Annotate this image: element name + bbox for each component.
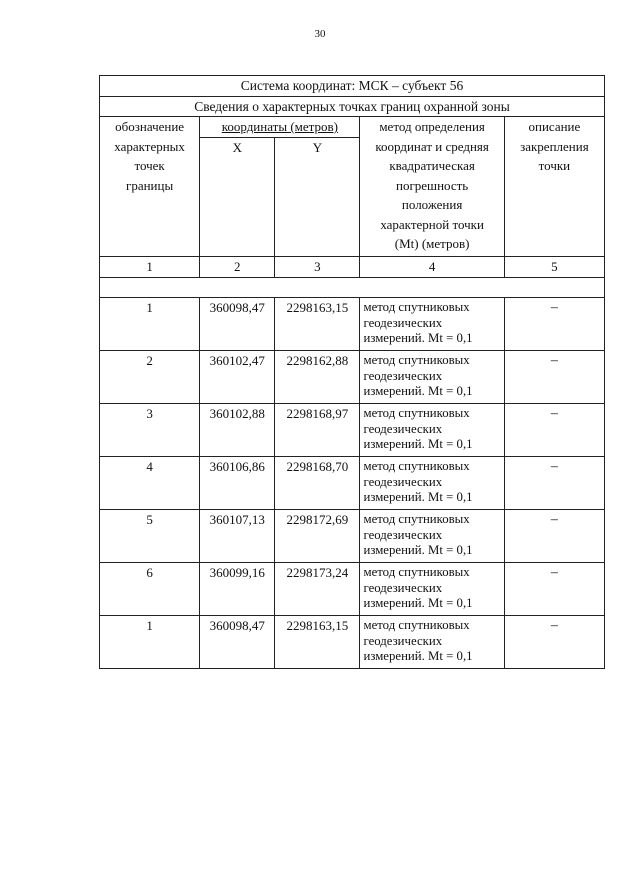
column-number: 4 [360, 257, 504, 278]
table-row [100, 562, 605, 615]
coordinate-x: 360098,47 [200, 615, 275, 668]
point-number: 3 [100, 403, 200, 456]
header-x: X [200, 138, 275, 257]
method-line: метод спутниковых [363, 353, 470, 368]
method-line: геодезических [363, 474, 443, 489]
method-line: измерений. Mt = 0,1 [363, 490, 473, 505]
method-line: метод спутниковых [363, 459, 470, 474]
coordinate-x: 360098,47 [200, 297, 275, 350]
table-row [100, 403, 605, 456]
description-cell: – [504, 615, 604, 668]
method-line: метод спутниковых [363, 406, 470, 421]
table-row [100, 509, 605, 562]
header-description: описание закрепления точки [504, 117, 604, 257]
point-number: 2 [100, 350, 200, 403]
header-y: Y [275, 138, 360, 257]
coordinate-y: 2298163,15 [275, 615, 360, 668]
table-row [100, 615, 605, 668]
empty-separator-row [100, 277, 605, 297]
description-cell: – [504, 350, 604, 403]
method-line: измерений. Mt = 0,1 [363, 596, 473, 611]
method-line: измерений. Mt = 0,1 [363, 331, 473, 346]
point-number: 1 [100, 615, 200, 668]
method-line: геодезических [363, 315, 443, 330]
column-number: 3 [275, 257, 360, 278]
coordinate-x: 360102,88 [200, 403, 275, 456]
coordinate-x: 360102,47 [200, 350, 275, 403]
method-line: геодезических [363, 580, 443, 595]
point-number: 6 [100, 562, 200, 615]
method-cell [360, 297, 504, 350]
column-number: 5 [504, 257, 604, 278]
table-row [100, 350, 605, 403]
description-cell: – [504, 297, 604, 350]
method-cell [360, 456, 504, 509]
method-cell [360, 350, 504, 403]
coordinate-y: 2298172,69 [275, 509, 360, 562]
page-number: 30 [314, 28, 326, 40]
method-cell [360, 615, 504, 668]
method-cell [360, 403, 504, 456]
method-line: измерений. Mt = 0,1 [363, 437, 473, 452]
column-number: 1 [100, 257, 200, 278]
method-line: метод спутниковых [363, 512, 470, 527]
method-cell [360, 509, 504, 562]
boundary-points-table [99, 75, 605, 669]
coordinate-y: 2298168,97 [275, 403, 360, 456]
point-number: 5 [100, 509, 200, 562]
description-cell: – [504, 509, 604, 562]
description-cell: – [504, 403, 604, 456]
header-designation: обозначение характерных точек границы [100, 117, 200, 257]
method-line: измерений. Mt = 0,1 [363, 384, 473, 399]
method-line: метод спутниковых [363, 565, 470, 580]
coordinate-y: 2298173,24 [275, 562, 360, 615]
coordinate-y: 2298168,70 [275, 456, 360, 509]
method-line: измерений. Mt = 0,1 [363, 649, 473, 664]
method-line: геодезических [363, 368, 443, 383]
table-row [100, 456, 605, 509]
method-line: геодезических [363, 633, 443, 648]
method-line: измерений. Mt = 0,1 [363, 543, 473, 558]
method-cell [360, 562, 504, 615]
section-title: Сведения о характерных точках границ охранной зоны [100, 96, 605, 117]
point-number: 4 [100, 456, 200, 509]
method-line: геодезических [363, 527, 443, 542]
coordinate-y: 2298162,88 [275, 350, 360, 403]
coordinate-y: 2298163,15 [275, 297, 360, 350]
point-number: 1 [100, 297, 200, 350]
method-line: метод спутниковых [363, 300, 470, 315]
description-cell: – [504, 562, 604, 615]
coordinate-x: 360106,86 [200, 456, 275, 509]
description-cell: – [504, 456, 604, 509]
column-number: 2 [200, 257, 275, 278]
header-method: метод определения координат и средняя квадратическая погрешность положения характерной точки (Mt) (метров) [360, 117, 504, 257]
table-row [100, 297, 605, 350]
method-line: геодезических [363, 421, 443, 436]
coordinate-x: 360107,13 [200, 509, 275, 562]
coordinate-system-title: Система координат: МСК – субъект 56 [100, 76, 605, 97]
method-line: метод спутниковых [363, 618, 470, 633]
header-coordinates: координаты (метров) [200, 117, 360, 138]
coordinate-x: 360099,16 [200, 562, 275, 615]
